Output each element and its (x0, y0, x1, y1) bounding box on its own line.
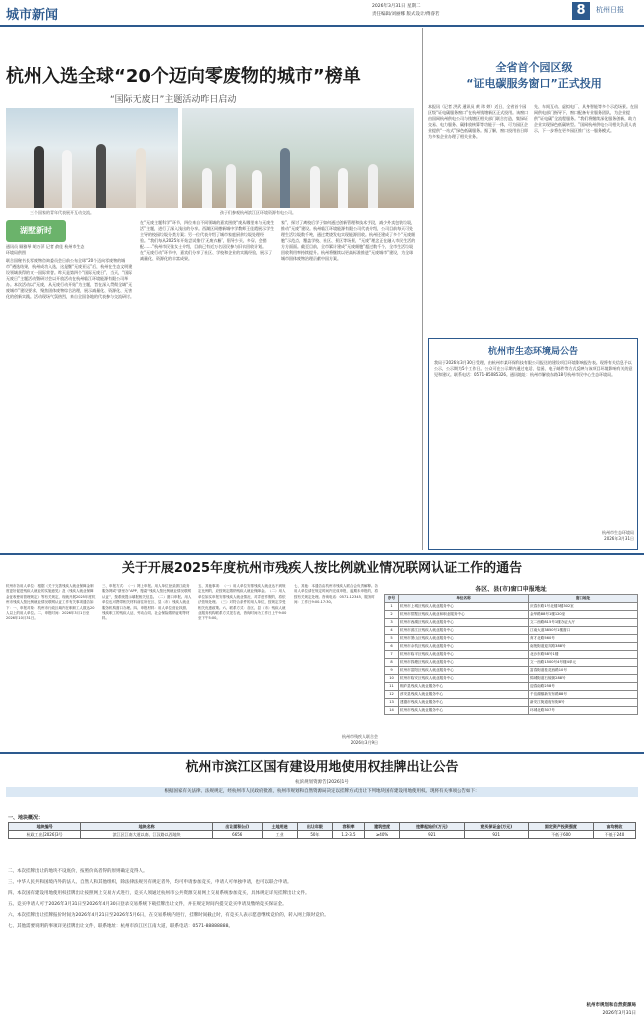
land-table-cell: 50年 (297, 831, 332, 839)
site-table-cell: 杭州市西湖区残疾人就业服务中心 (399, 619, 529, 627)
site-table-header: 序号 (385, 595, 399, 603)
site-table-header: 单位名称 (399, 595, 529, 603)
land-table-cell: 滨江区江南大道以南、江汉路以西地块 (81, 831, 213, 839)
photo-figure (338, 168, 348, 208)
land-notice-intro: 根据国家有关法律、法规规定，经杭州市人民政府批准，杭州市规划和自然资源局决定以挂牌方式出让下列地块国有建设用地使用权。现将有关事项公告如下： (6, 787, 638, 797)
notice-body: 我局于2026年3月30日受理，由杭州市某环保科技有限公司报送的建设项目环境影响报告表。现将有关信息予以公示，公示期为5个工作日。公众可在公示期内通过电话、信函、电子邮件等方式反映与该项目环境影响有关的意见和建议。联系电话：0571-85085326。通讯地址：杭州市解放东路18号杭州市民中心生态环境局。 (434, 360, 633, 377)
site-table-cell: 桐庐县残疾人就业服务中心 (399, 683, 529, 691)
photo-figure (62, 150, 72, 208)
photo-figure (368, 164, 378, 208)
site-table-cell: 杭州市富阳区残疾人就业服务中心 (399, 667, 529, 675)
site-table-cell: 环城北路307号 (529, 707, 638, 715)
disability-notice-headline: 关于开展2025年度杭州市残疾人按比例就业情况联网认证工作的通告 (121, 561, 523, 576)
land-table-header-row (9, 823, 636, 831)
header-editors: 责任编辑/刘丽娜 版式设计/傅睿若 (372, 12, 440, 17)
site-table-header: 窗口地址 (529, 595, 638, 603)
site-table-row (385, 611, 638, 619)
site-table-row (385, 667, 638, 675)
site-table-cell: 杭州市上城区残疾人就业服务中心 (399, 603, 529, 611)
site-table-cell: 13 (385, 699, 399, 707)
photo-figure (202, 168, 212, 208)
site-table-row (385, 635, 638, 643)
site-table-row (385, 651, 638, 659)
site-table-cell: 14 (385, 707, 399, 715)
photo-figure (34, 146, 44, 208)
site-table-cell: 2 (385, 611, 399, 619)
land-table-row (9, 831, 636, 839)
site-table-cell: 8 (385, 659, 399, 667)
land-table-header: 容积率 (333, 823, 365, 831)
land-table-header: 出让面积(㎡) (213, 823, 263, 831)
site-table-cell: 5 (385, 635, 399, 643)
land-table-cell: 921 (400, 831, 464, 839)
land-table-cell: 1.2-3.5 (333, 831, 365, 839)
site-table-cell: 7 (385, 651, 399, 659)
main-byline: 通讯员 顾雅琴 胡万萍 记者 俞佳 杭州市生态环境局供图 (6, 244, 85, 255)
land-table-header: 建筑密度 (364, 823, 399, 831)
site-table (384, 594, 638, 715)
right-headline-line2: “证电碳服务窗口”正式投用 (466, 77, 602, 90)
site-table-cell: 杭州市临平区残疾人就业服务中心 (399, 651, 529, 659)
main-body-col3: 家”，探讨了离校后学子如何通过创新管理和技术手段，减少外卖包装垃圾，推动“无废”建设。杭州临江环境能源有限公司代表介绍，公司目前每天可处理生活垃圾数千吨，通过焚烧发电实现能源回收。杭州还建成了多个“无废细胞”示范点，覆盖学校、社区、景区等场景，“无废”理念正在融入市民生活的方方面面。截至目前，全市累计建成“无废细胞”超过数千个，全市生活垃圾回收利用率持续提升。杭州将继续以更高标准推进“无废城市”建设，为全球城市固体废物治理贡献中国方案。 (281, 220, 416, 261)
site-table-cell: 迎春南路258号 (529, 683, 638, 691)
photo1-caption: 三个国家的青年代表展开互动交流。 (30, 210, 94, 215)
site-table-row (385, 659, 638, 667)
site-table-row (385, 627, 638, 635)
photo-figure (280, 148, 290, 208)
site-table-cell: 千岛湖镇新安东路88号 (529, 691, 638, 699)
site-table-cell: 淳安县残疾人就业服务中心 (399, 691, 529, 699)
land-notice-doc-number: 杭滨规划资源告[2026]1号 (295, 780, 349, 785)
land-basic-title: 一、地块概况： (8, 815, 44, 821)
site-table-cell: 建德市残疾人就业服务中心 (399, 699, 529, 707)
land-notice-note: 七、其他需要说明的事项详见挂牌出让文件，联系地址：杭州市滨江区江南大道，联系电话：0571-88888888。 (8, 924, 233, 929)
photo-figure (226, 164, 236, 208)
page-number: 8 (572, 2, 590, 20)
land-notice-note: 六、本次挂牌出让挂牌报价时间为2026年4月21日至2026年5月6日，在交易系统内进行，挂牌时间截止时，有竞买人表示愿意继续竞价的，转入网上限时竞价。 (8, 913, 329, 918)
site-table-cell: 杭州市残疾人就业服务中心 (399, 707, 529, 715)
right-headline-line1: 全省首个园区级 (495, 61, 573, 74)
site-table-row (385, 675, 638, 683)
site-table-cell: 富春街道桂花西路10号 (529, 667, 638, 675)
disability-notice-col2: 三、申报方式：（一）网上申报。用人单位登录浙江政务服务网或“浙里办”APP，搜索“残疾人按比例就业情况联网认证”，按系统提示填报相关信息。（二）窗口申报。用人单位也可携带相关材料前往所在区、县（市）残疾人就业服务机构窗口办理。四、申报材料：用人单位营业执照、残疾职工的残疾人证、劳动合同、社会保险缴纳证明等材料。 (102, 584, 192, 621)
notice-title: 杭州市生态环境局公告 (487, 347, 578, 357)
photo-children-visit (182, 108, 414, 208)
land-table-cell: 不低于240 (593, 831, 635, 839)
site-table-row (385, 643, 638, 651)
site-table-cell: 杭州市拱墅区残疾人就业和职业服务中心 (399, 611, 529, 619)
site-table-cell: 北沙东路58号1楼 (529, 651, 638, 659)
land-table-header: 竞买保证金(万元) (464, 823, 528, 831)
main-subheadline: “国际无废日”主题活动昨日启动 (110, 95, 237, 105)
section-divider (0, 752, 644, 754)
site-table-cell: 江南大道3850号1楼窗口 (529, 627, 638, 635)
column-divider (422, 28, 423, 550)
main-body-col2: 在“无废主题科学”环节，四位来自不同领域的嘉宾围绕“废从哪里来与无废生活”主题，进行了深入浅出的分享。西湖区同德新城中学教师王佳霞展示学生主导的校园垃圾分类方案；另一位代表介绍了城市家庭厨余垃圾处理经验。“我们每从2025年开始尝试推行‘无废衣橱’，倡导少买、多穿、会搭配……”杭州市民张女士介绍，目前已有近万名居民参与旧衣回收计划。在“无废行动”环节中，嘉宾们分享了社区、学校和企业的实践经验，展示了减量化、资源化的丰富成果。 (140, 220, 275, 261)
notice-sig-date: 2026年3月31日 (604, 536, 634, 541)
land-table-header: 固定资产投资强度 (528, 823, 593, 831)
notice-sig-org: 杭州市生态环境局 (602, 530, 634, 535)
disability-notice-col4: 七、其他：本通告由杭州市残疾人联合会负责解释。各用人单位请在规定时间内完成申报，逾期未申报的，将按有关规定处理。咨询电话：0571-12345，服务时间：工作日9:00-17:30。 (294, 584, 378, 605)
land-table-header: 挂牌起始价(万元) (400, 823, 464, 831)
land-notice-note: 三、中华人民共和国境内外的法人、自然人和其他组织，除法律法规另有规定者外，均可申请参加竞买，申请人可单独申请，也可以联合申请。 (8, 880, 292, 885)
site-table-cell: 1 (385, 603, 399, 611)
site-table-row (385, 699, 638, 707)
site-table-cell: 杭州市余杭区残疾人就业服务中心 (399, 643, 529, 651)
column-logo: 湖墅新时 (6, 220, 66, 242)
newspaper-name: 杭州日报 (596, 6, 624, 14)
land-table (8, 822, 636, 839)
section-title: 城市新闻 (6, 8, 59, 23)
right-body-col2: 先、车间互动、虚拟电厂、具身智能等多个示范场景。在国网供电部门指导下，窗口配备专业服务团队，为企业提供“证电碳”全流程服务。“我们将继续深化服务创新，助力企业实现绿色低碳转型。”国网杭州供电公司相关负责人表示，下一步将在更多园区推广这一服务模式。 (534, 104, 638, 133)
site-table-cell: 锦城街道石镜街288号 (529, 675, 638, 683)
land-table-cell: 杭政工出[2026]3号 (9, 831, 81, 839)
land-notice-note: 四、本次国有建设用地使用权挂牌出让按照网上交易方式进行，竞买人须通过杭州市公共资源交易网上交易系统参加竞买，具体规定详见挂牌出让文件。 (8, 891, 310, 896)
land-table-cell: ≥40% (364, 831, 399, 839)
site-table-cell: 庆春东路1号北楼3楼302室 (529, 603, 638, 611)
land-table-header: 土地用途 (262, 823, 297, 831)
land-table-cell: 921 (464, 831, 528, 839)
site-table-cell: 南苑街道迎宾路388号 (529, 643, 638, 651)
land-table-header: 地块编号 (9, 823, 81, 831)
photo-figure (96, 144, 106, 208)
disability-notice-col3: 五、其他事项：（一）用人单位安排残疾人就业达不到规定比例的，应按规定缴纳残疾人就业保障金。（二）用人单位如实申报安排残疾人就业情况，对弄虚作假的，将依法依规处理。（三）对符合条件的用人单位，按规定享受相关优惠政策。六、联系方式：各区、县（市）残疾人就业服务机构联系方式见右表，咨询时间为工作日上午9:00至下午5:00。 (198, 584, 287, 621)
site-table-row (385, 683, 638, 691)
site-table-cell: 金华路88号1楼120室 (529, 611, 638, 619)
land-table-header: 出让年限 (297, 823, 332, 831)
site-table-cell: 杭州市临安区残疾人就业服务中心 (399, 675, 529, 683)
photo-figure (252, 170, 262, 208)
site-table-row (385, 707, 638, 715)
photo-youth-exchange (6, 108, 178, 208)
site-table-cell: 杭州市钱塘区残疾人就业服务中心 (399, 659, 529, 667)
section-divider (0, 553, 644, 555)
land-table-cell: 工业 (262, 831, 297, 839)
photo2-caption: 孩子们参观杭州滨江区环境资源有电公司。 (220, 210, 296, 215)
site-table-cell: 11 (385, 683, 399, 691)
land-table-header: 亩均税收 (593, 823, 635, 831)
disability-notice-signature (294, 734, 378, 746)
site-table-body (385, 603, 638, 715)
main-headline: 杭州入选全球“20个迈向零废物的城市”榜单 (6, 66, 361, 87)
site-table-cell: 杭州市滨江区残疾人就业服务中心 (399, 627, 529, 635)
site-table-cell: 6 (385, 643, 399, 651)
land-notice-note: 五、竞买申请人可于2026年3月31日至2026年4月30日登录交易系统下载挂牌出让文件，并在规定时间内提交竞买申请及缴纳竞买保证金。 (8, 902, 287, 907)
site-table-cell: 9 (385, 667, 399, 675)
land-notice-sig-date: 2026年3月31日 (602, 1011, 636, 1016)
photo-figure (136, 148, 146, 208)
land-notice-headline: 杭州市滨江区国有建设用地使用权挂牌出让公告 (185, 760, 459, 775)
site-table-row (385, 619, 638, 627)
land-notice-note: 二、本次挂牌出让的地块不设底价，按照价高者得的原则确定竞得人。 (8, 869, 148, 874)
disability-sig-org: 杭州市残疾人联合会 (342, 734, 378, 739)
land-notice-sig-org: 杭州市规划和自然资源局 (586, 1003, 636, 1008)
land-table-cell: 不低于600 (528, 831, 593, 839)
site-table-cell: 新安江街道府东街8号 (529, 699, 638, 707)
site-table-cell: 12 (385, 691, 399, 699)
land-table-header: 地块名称 (81, 823, 213, 831)
site-table-cell: 杭州市萧山区残疾人就业服务中心 (399, 635, 529, 643)
right-body-col1: 本报讯（记者 洪武 通讯员 黄 玮 婷）近日，全省首个园区级“证电碳服务窗口”在杭州钱塘新区正式投用。该窗口由国网杭州供电公司与钱塘区相关部门联合打造，集绿证交易、电力服务、碳排放核算等功能于一体，可为园区企业提供“一站式”绿色低碳服务。据了解，窗口投用首日即为多家企业办理了相关业务。 (428, 104, 529, 139)
site-table-title: 各区、县(市)窗口申报地址 (475, 586, 547, 593)
site-table-cell: 文一西路1500号4号楼4单元 (529, 659, 638, 667)
notice-signature (560, 530, 634, 542)
site-table-cell: 3 (385, 619, 399, 627)
site-table-header-row (385, 595, 638, 603)
site-table-cell: 文二西路815号1楼办证大厅 (529, 619, 638, 627)
main-body-col1: 联合国秘书长零废物咨询委员会日前公布全球“20个迈向零废物的城市”遴选结果，杭州成功入选，这是继“无废亚运”后，杭州在生态文明建设领域获得的又一国际荣誉。昨天是第四个“国际无废日”，当天，“国际无废日”主题活动暨研讨会以开放活动在杭州临江环境能源有限公司举办。本次活动以“无废，从无废行动开始”为主题，旨在深入贯彻全域“无废城市”建设要求，聚焦固体废物综合治理，展示减量化、资源化、无害化的创新实践。活动现场气氛热烈，来自全国各地的代表参与交流研讨。 (6, 258, 134, 299)
site-table-row (385, 603, 638, 611)
site-table-cell: 育才北路560号 (529, 635, 638, 643)
site-table-cell: 4 (385, 627, 399, 635)
disability-notice-col1: 杭州市各用人单位：根据《关于完善残疾人就业保障金制度更好促进残疾人就业的实施意见》及《残疾人就业保障金征收使用管理规定》等有关规定，现就开展2025年度杭州市残疾人按比例就业情况联网认证工作有关事项通告如下：一、申报对象：杭州市行政区域内在职职工人数达20人以上的用人单位。二、申报时间：2026年3月1日至2026年10月31日。 (6, 584, 96, 621)
land-table-cell: 6656 (213, 831, 263, 839)
header-divider (0, 25, 644, 27)
right-headline (430, 60, 638, 92)
disability-sig-date: 2026年3月9日 (350, 740, 378, 745)
site-table-cell: 10 (385, 675, 399, 683)
header-date: 2026年3月31日 星期二 (372, 4, 421, 9)
site-table-row (385, 691, 638, 699)
photo-figure (310, 166, 320, 208)
land-notice-notes (8, 868, 636, 934)
